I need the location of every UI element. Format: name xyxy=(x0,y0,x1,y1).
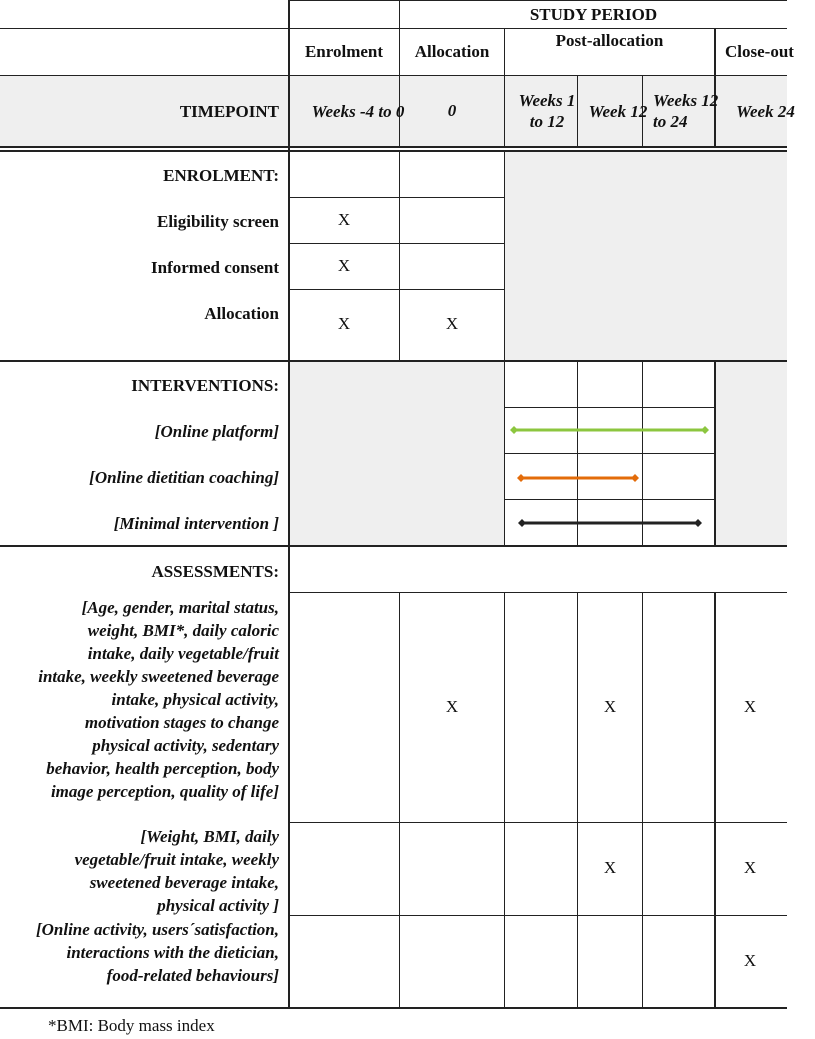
rule xyxy=(289,915,787,916)
post-allocation-header: Post-allocation xyxy=(555,31,664,50)
enrolment-postalloc-shade xyxy=(505,152,787,360)
mark-allocation-enrolment: X xyxy=(337,314,351,333)
rule xyxy=(289,243,504,244)
mark-allocation-allocation: X xyxy=(445,314,459,333)
rule xyxy=(577,593,578,1008)
rule xyxy=(642,593,643,1008)
timepoint-week-12: Week 12 xyxy=(588,101,648,121)
timepoint-weeks-1-12: Weeks 1 to 12 xyxy=(518,91,576,131)
timepoint-label: TIMEPOINT xyxy=(179,102,279,121)
intervention-timelines xyxy=(504,407,716,545)
rule xyxy=(714,593,716,1008)
rule xyxy=(0,360,787,362)
timepoint-week-24: Week 24 xyxy=(736,101,795,121)
rule xyxy=(504,151,505,360)
mark-online-week24: X xyxy=(743,951,757,970)
rule xyxy=(289,289,504,290)
interventions-closeout-shade xyxy=(715,362,787,545)
row-label-minimal-intervention: [Minimal intervention ] xyxy=(113,514,279,533)
row-label-consent: Informed consent xyxy=(151,258,279,277)
row-label-assessment-followup: [Weight, BMI, daily vegetable/fruit intake, weekly sweetened beverage intake, physical activity ] xyxy=(74,827,279,915)
interventions-left-shade xyxy=(289,362,504,545)
dietitian-coaching-line xyxy=(517,474,639,482)
row-label-allocation: Allocation xyxy=(204,304,279,323)
rule xyxy=(399,593,400,1008)
rule xyxy=(289,822,787,823)
assessments-section-title: ASSESSMENTS: xyxy=(151,562,279,581)
row-label-online-platform: [Online platform] xyxy=(154,422,279,441)
study-period-header: STUDY PERIOD xyxy=(529,4,658,24)
timepoint-weeks-12-24: Weeks 12 to 24 xyxy=(653,91,719,131)
rule xyxy=(0,545,787,547)
row-label-dietitian-coaching: [Online dietitian coaching] xyxy=(89,468,279,487)
rule xyxy=(504,593,505,1008)
enrolment-column-header: Enrolment xyxy=(304,42,384,61)
mark-baseline-week12: X xyxy=(603,697,617,716)
mark-consent-enrolment: X xyxy=(337,256,351,275)
rule xyxy=(0,1007,787,1009)
rule xyxy=(0,150,787,152)
row-label-eligibility: Eligibility screen xyxy=(157,212,279,231)
mark-followup-week12: X xyxy=(603,858,617,877)
minimal-intervention-line xyxy=(518,519,702,527)
mark-followup-week24: X xyxy=(743,858,757,877)
online-platform-line xyxy=(510,426,709,434)
mark-baseline-allocation: X xyxy=(445,697,459,716)
rule xyxy=(289,197,504,198)
footnote: *BMI: Body mass index xyxy=(48,1016,215,1035)
rule xyxy=(399,151,400,360)
timepoint-0: 0 xyxy=(447,101,457,120)
mark-baseline-week24: X xyxy=(743,697,757,716)
close-out-header: Close-out xyxy=(725,42,794,61)
rule xyxy=(288,0,290,1009)
rule xyxy=(289,592,787,593)
row-label-assessment-online: [Online activity, users´satisfaction, interactions with the dietician, food-related behaviours] xyxy=(35,920,279,985)
interventions-section-title: INTERVENTIONS: xyxy=(131,376,279,395)
rule xyxy=(0,146,787,148)
allocation-column-header: Allocation xyxy=(414,42,490,61)
row-label-assessment-baseline: [Age, gender, marital status, weight, BMI*, daily caloric intake, daily vegetable/fruit intake, weekly sweetened beverage intake, physical activity, motivation stages to change physical activity, sedentary behavior, health perception, body image perception, quality of life] xyxy=(38,598,279,801)
enrolment-section-title: ENROLMENT: xyxy=(163,166,279,185)
mark-eligibility-enrolment: X xyxy=(337,210,351,229)
timepoint-weeks-minus4-0: Weeks -4 to 0 xyxy=(311,101,405,121)
